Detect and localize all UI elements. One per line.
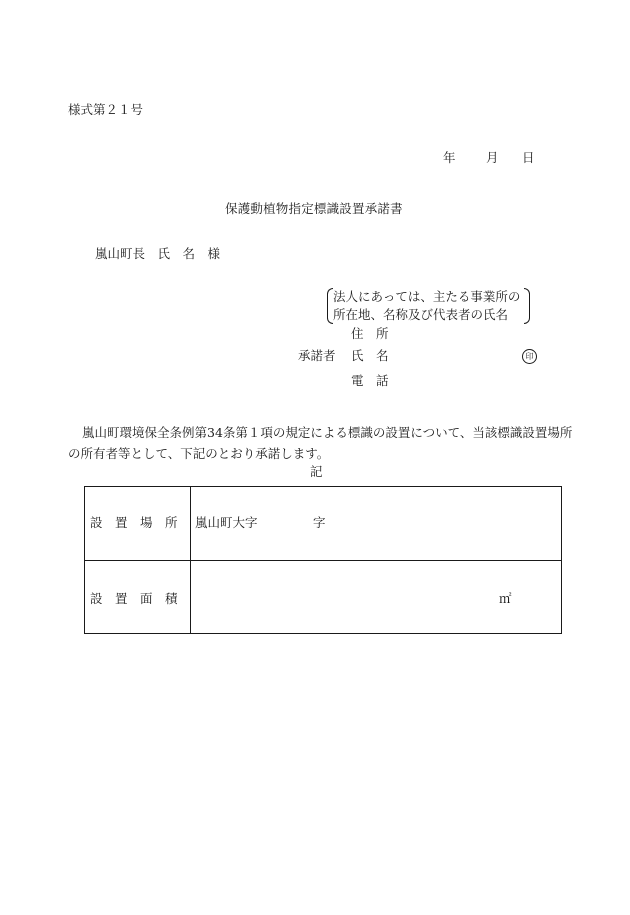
table-row-divider <box>85 560 561 561</box>
corporate-note-line1: 法人にあっては、主たる事業所の <box>333 289 521 304</box>
installation-area-label: 設 置 面 積 <box>90 591 178 606</box>
address-label: 住 所 <box>351 326 389 341</box>
addressee: 嵐山町長 氏 名 様 <box>95 246 221 261</box>
name-label: 氏 名 <box>351 348 389 363</box>
right-bracket <box>524 288 530 324</box>
ki-heading: 記 <box>310 464 323 479</box>
installation-location-value: 嵐山町大字 <box>195 515 258 530</box>
installation-location-label: 設 置 場 所 <box>90 515 178 530</box>
corporate-note <box>327 288 526 324</box>
document-title: 保護動植物指定標識設置承諾書 <box>225 201 403 216</box>
form-number: 様式第２１号 <box>68 102 144 117</box>
corporate-note-line2: 所在地、名称及び代表者の氏名 <box>333 307 509 322</box>
area-unit: ㎡ <box>499 591 512 606</box>
seal-mark: 印 <box>522 349 537 364</box>
date-year-label: 年 <box>443 150 456 165</box>
phone-label: 電 話 <box>351 373 389 388</box>
left-bracket <box>327 288 333 324</box>
date-month-label: 月 <box>486 150 499 165</box>
details-table <box>84 486 562 634</box>
consenter-label: 承諾者 <box>298 348 336 363</box>
consent-body-text: 嵐山町環境保全条例第34条第１項の規定による標識の設置について、当該標識設置場所の所有者等として、下記のとおり承諾します。 <box>68 425 573 461</box>
installation-location-aza: 字 <box>313 515 326 530</box>
table-column-divider <box>190 487 191 633</box>
date-day-label: 日 <box>522 150 535 165</box>
